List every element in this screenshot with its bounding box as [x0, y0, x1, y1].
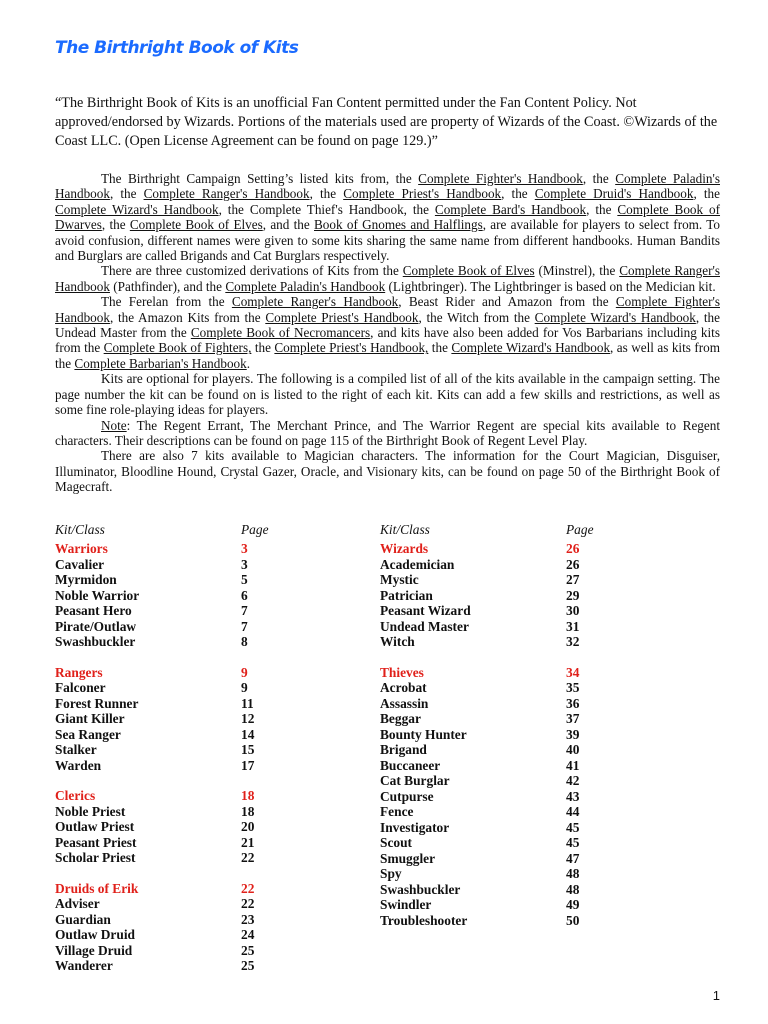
kit-page: 32	[566, 634, 580, 649]
kit-name: Bounty Hunter	[380, 726, 467, 742]
link-complete-wizards-handbook[interactable]: Complete Wizard's Handbook	[534, 309, 696, 325]
link-complete-barbarians-handbook[interactable]: Complete Barbarian's Handbook	[74, 355, 247, 371]
paragraph-derivations: There are three customized derivations of Kits from the Complete Book of Elves (Minstrel), the Complete Ranger's Handbook (Pathfinder), and the Complete Paladin's Handbook (Lightbringer). The Lightbringer is based on the Medician kit.	[55, 263, 720, 294]
kit-name: Scholar Priest	[55, 850, 136, 865]
kit-page: 25	[241, 942, 255, 958]
kit-name: Fence	[380, 804, 414, 819]
kit-name: Cat Burglar	[380, 773, 450, 788]
kit-page: 34	[566, 664, 580, 680]
kit-page: 39	[566, 726, 580, 742]
category-name: Wizards	[380, 541, 429, 556]
kit-name: Troubleshooter	[380, 912, 468, 928]
kit-name: Peasant Priest	[55, 834, 137, 850]
kit-name: Buccaneer	[380, 757, 441, 773]
kit-name: Pirate/Outlaw	[55, 618, 137, 634]
header-page: Page	[566, 522, 594, 537]
paragraph-handbooks: The Birthright Campaign Setting’s listed kits from, the Complete Fighter's Handbook, the Complete Paladin's Handbook, the Complete Ranger's Handbook, the Complete Priest's Handbook, the Complete Druid's Handbook, the Complete Wizard's Handbook, the Complete Thief's Handbook, the Complete Bard's Handbook, the Complete Book of Dwarves, the Complete Book of Elves, and the Book of Gnomes and Halflings, are available for players to select from. To avoid confusion, different names were given to some kits sharing the same name from different handbooks. Human Bandits and Burglars are called Brigands and Cat Burglars respectively.	[55, 171, 721, 264]
category-name: Druids of Erik	[55, 880, 139, 896]
paragraph-note: Note: The Regent Errant, The Merchant Prince, and The Warrior Regent are special kits available to Regent characters. Their descriptions can be found on page 115 of the Birthright Book of Regent Level Play.	[55, 417, 720, 448]
kit-page: 11	[241, 695, 254, 711]
license-notice: “The Birthright Book of Kits is an unofficial Fan Content permitted under the Fan Content Policy. Not approved/endorsed by Wizards. Portions of the materials used are property of Wizards of the Coast. ©Wizards of the Coast LLC. (Open License Agreement can be found on page 129.)”	[55, 95, 718, 149]
kit-page: 43	[566, 788, 580, 804]
kit-name: Mystic	[380, 572, 419, 587]
kit-page: 9	[241, 664, 248, 680]
kit-name: Forest Runner	[55, 695, 139, 711]
kit-name: Falconer	[55, 680, 106, 695]
category-name: Rangers	[55, 664, 103, 680]
kit-name: Wanderer	[55, 958, 113, 973]
link-book-of-gnomes-and-halflings[interactable]: Book of Gnomes and Halflings	[314, 217, 483, 233]
kit-page: 18	[241, 803, 255, 819]
kit-page: 5	[241, 572, 248, 587]
link-complete-book-of-elves[interactable]: Complete Book of Elves	[402, 263, 535, 279]
kit-page: 36	[566, 695, 580, 711]
link-complete-bards-handbook[interactable]: Complete Bard's Handbook	[434, 201, 587, 217]
kit-name: Sea Ranger	[55, 726, 121, 742]
category-name: Clerics	[55, 788, 96, 803]
kit-name: Peasant Wizard	[380, 603, 471, 618]
link-complete-book-of-dwarves[interactable]: Complete Book of Dwarves	[55, 201, 721, 233]
kit-name: Swindler	[380, 897, 432, 912]
kit-name: Brigand	[380, 742, 427, 757]
kit-page: 25	[241, 958, 255, 973]
kit-name: Guardian	[55, 911, 111, 927]
header-kit-class: Kit/Class	[380, 522, 430, 537]
kit-page: 3	[241, 556, 248, 572]
kit-name: Stalker	[55, 742, 97, 757]
kit-page: 49	[566, 897, 580, 912]
kit-page: 29	[566, 587, 580, 603]
kit-page: 21	[241, 834, 255, 850]
kit-page: 7	[241, 603, 248, 618]
kit-name: Scout	[380, 835, 412, 850]
kit-name: Assassin	[380, 695, 429, 711]
kit-name: Academician	[380, 556, 455, 572]
kit-name: Investigator	[380, 819, 450, 835]
kit-name: Cutpurse	[380, 788, 434, 804]
paragraph-other-kits: The Ferelan from the Complete Ranger's Handbook, Beast Rider and Amazon from the Complete Fighter's Handbook, the Amazon Kits from the Complete Priest's Handbook, the Witch from the Complete Wizard's Handbook, the Undead Master from the Complete Book of Necromancers, and kits have also been added for Vos Barbarians including kits from the Complete Book of Fighters, the Complete Priest's Handbook, the Complete Wizard's Handbook, as well as kits from the Complete Barbarian's Handbook.	[55, 294, 720, 371]
kit-name: Beggar	[380, 711, 421, 726]
category-name: Thieves	[380, 664, 424, 680]
kit-name: Undead Master	[380, 618, 469, 634]
page-title: The Birthright Book of Kits	[55, 38, 299, 58]
kit-page: 17	[241, 757, 255, 773]
kit-page: 22	[241, 896, 255, 911]
kit-page: 40	[566, 742, 580, 757]
kit-name: Giant Killer	[55, 711, 125, 726]
kit-page: 45	[566, 835, 580, 850]
kit-name: Acrobat	[380, 680, 427, 695]
kit-name: Smuggler	[380, 850, 436, 866]
header-kit-class: Kit/Class	[55, 522, 105, 537]
kit-page: 30	[566, 603, 580, 618]
kit-page: 9	[241, 680, 248, 695]
note-label: Note	[101, 417, 127, 433]
kit-page: 6	[241, 587, 248, 603]
kit-name: Noble Warrior	[55, 587, 140, 603]
kit-page: 15	[241, 742, 255, 757]
kit-page: 12	[241, 711, 255, 726]
link-complete-book-of-necromancers[interactable]: Complete Book of Necromancers	[190, 325, 371, 341]
kit-page: 27	[566, 572, 580, 587]
link-complete-paladins-handbook[interactable]: Complete Paladin's Handbook	[55, 171, 720, 202]
kit-page: 26	[566, 541, 580, 556]
kit-page: 42	[566, 773, 580, 788]
link-complete-rangers-handbook[interactable]: Complete Ranger's Handbook	[55, 263, 720, 294]
kit-page: 35	[566, 680, 580, 695]
kit-name: Patrician	[380, 587, 433, 603]
link-complete-book-of-fighters[interactable]: Complete Book of Fighters,	[103, 340, 252, 356]
kit-page: 50	[566, 912, 580, 928]
kit-page: 3	[241, 541, 248, 556]
kit-page: 26	[566, 556, 580, 572]
page-number: 1	[712, 988, 720, 1003]
kit-page: 48	[566, 866, 580, 881]
kit-page: 18	[241, 788, 255, 803]
kit-page: 45	[566, 819, 580, 835]
link-complete-rangers-handbook[interactable]: Complete Ranger's Handbook	[143, 186, 310, 202]
kit-name: Adviser	[55, 896, 100, 911]
kit-name: Village Druid	[55, 942, 133, 958]
paragraph-magician: There are also 7 kits available to Magician characters. The information for the Court Magician, Disguiser, Illuminator, Bloodline Hound, Crystal Gazer, Oracle, and Visionary kits, can be found on page 50 of the Birthright Book of Magecraft.	[55, 448, 720, 495]
kit-name: Cavalier	[55, 556, 105, 572]
kit-page: 22	[241, 850, 255, 865]
kit-page: 14	[241, 726, 255, 742]
link-complete-priests-handbook[interactable]: Complete Priest's Handbook	[265, 309, 419, 325]
kit-page: 22	[241, 880, 255, 896]
link-complete-wizards-handbook[interactable]: Complete Wizard's Handbook	[451, 340, 611, 356]
kit-name: Spy	[380, 866, 402, 881]
kit-name: Outlaw Priest	[55, 819, 135, 834]
kit-page: 44	[566, 804, 580, 819]
category-name: Warriors	[55, 541, 108, 556]
kit-page: 20	[241, 819, 255, 834]
kit-page: 7	[241, 618, 248, 634]
link-complete-fighters-handbook[interactable]: Complete Fighter's Handbook	[418, 171, 583, 186]
link-complete-priests-handbook[interactable]: Complete Priest's Handbook	[343, 186, 502, 202]
kit-page: 41	[566, 757, 580, 773]
kit-name: Noble Priest	[55, 803, 126, 819]
link-complete-fighters-handbook[interactable]: Complete Fighter's Handbook	[55, 294, 720, 325]
link-complete-paladins-handbook[interactable]: Complete Paladin's Handbook	[225, 278, 386, 294]
kit-name: Warden	[55, 757, 102, 773]
kit-name: Outlaw Druid	[55, 927, 135, 942]
link-complete-druids-handbook[interactable]: Complete Druid's Handbook	[534, 186, 694, 202]
kit-name: Witch	[380, 634, 415, 649]
header-page: Page	[241, 522, 269, 537]
link-complete-rangers-handbook[interactable]: Complete Ranger's Handbook	[231, 294, 399, 310]
kit-name: Swashbuckler	[55, 634, 136, 649]
kit-page: 37	[566, 711, 580, 726]
kit-page: 31	[566, 618, 580, 634]
kit-page: 48	[566, 881, 580, 897]
kit-name: Swashbuckler	[380, 881, 461, 897]
link-complete-wizards-handbook[interactable]: Complete Wizard's Handbook	[55, 201, 219, 217]
kit-name: Myrmidon	[55, 572, 117, 587]
kit-page: 23	[241, 911, 255, 927]
body-text	[55, 171, 720, 495]
kit-page: 8	[241, 634, 248, 649]
kit-name: Peasant Hero	[55, 603, 132, 618]
paragraph-optional: Kits are optional for players. The following is a compiled list of all of the kits available in the campaign setting. The page number the kit can be found on is listed to the right of each kit. Kits can add a few skills and restrictions, as well as some fine role-playing ideas for players.	[55, 371, 720, 418]
link-complete-priests-handbook[interactable]: Complete Priest's Handbook,	[274, 340, 429, 356]
kit-page: 24	[241, 927, 255, 942]
kit-page: 47	[566, 850, 580, 866]
link-complete-book-of-elves[interactable]: Complete Book of Elves	[129, 217, 263, 233]
